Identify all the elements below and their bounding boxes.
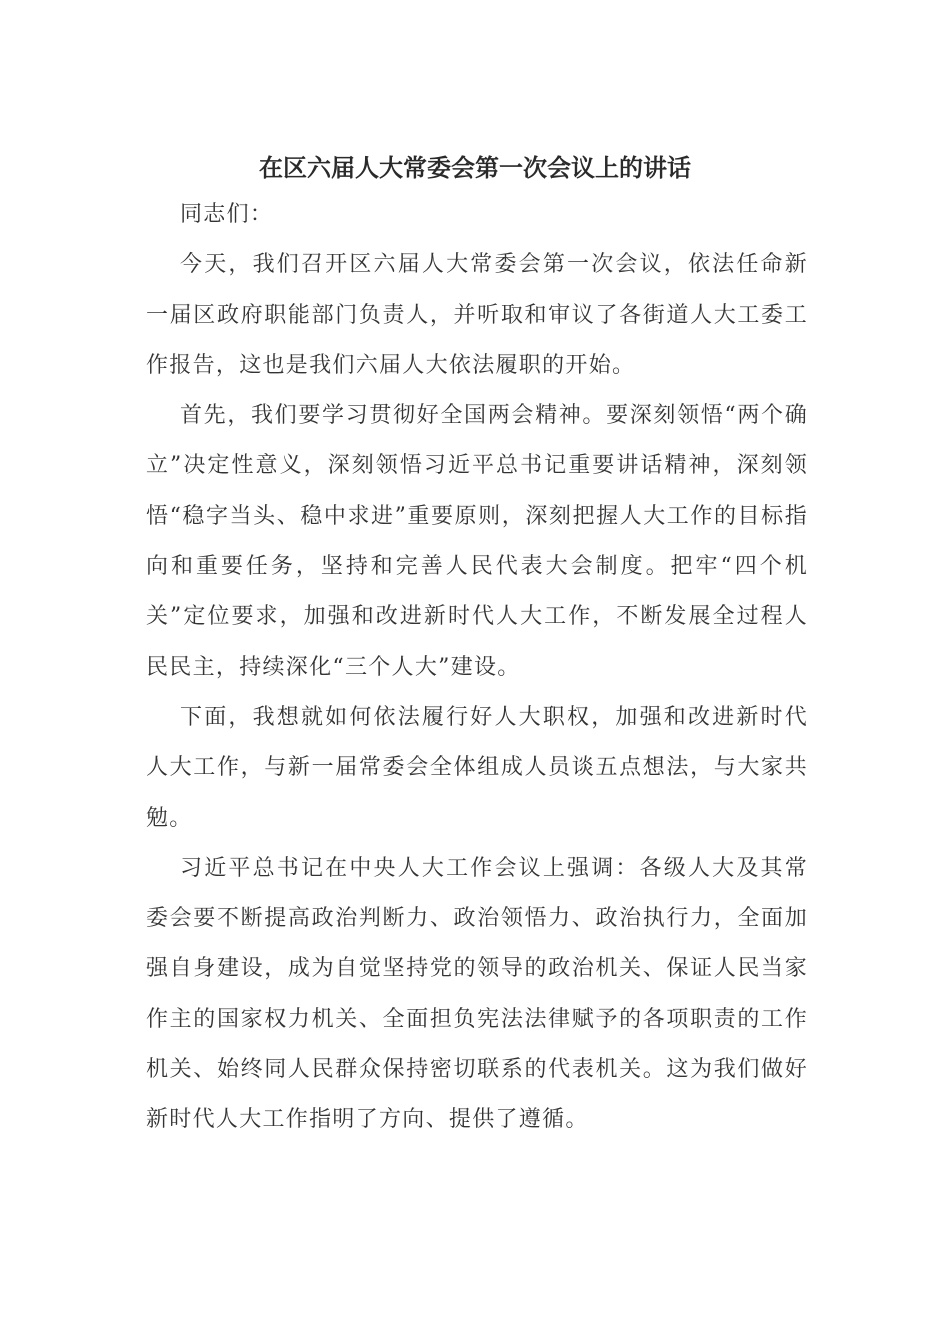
body-paragraph: 首先，我们要学习贯彻好全国两会精神。要深刻领悟“两个确立”决定性意义，深刻领悟习近平总书记重要讲话精神，深刻领悟“稳字当头、稳中求进”重要原则，深刻把握人大工作的目标指向和重要任务，坚持和完善人民代表大会制度。把牢“四个机关”定位要求，加强和改进新时代人大工作，不断发展全过程人民民主，持续深化“三个人大”建设。 bbox=[146, 403, 808, 680]
body-paragraph: 习近平总书记在中央人大工作会议上强调：各级人大及其常委会要不断提高政治判断力、政治领悟力、政治执行力，全面加强自身建设，成为自觉坚持党的领导的政治机关、保证人民当家作主的国家权力机关、全面担负宪法法律赋予的各项职责的工作机关、始终同人民群众保持密切联系的代表机关。这为我们做好新时代人大工作指明了方向、提供了遵循。 bbox=[146, 855, 808, 1133]
body-paragraph: 今天，我们召开区六届人大常委会第一次会议，依法任命新一届区政府职能部门负责人，并听取和审议了各街道人大工委工作报告，这也是我们六届人大依法履职的开始。 bbox=[146, 252, 808, 378]
document-title: 在区六届人大常委会第一次会议上的讲话 bbox=[259, 153, 691, 182]
body-paragraph: 下面，我想就如何依法履行好人大职权，加强和改进新时代人大工作，与新一届常委会全体组成人员谈五点想法，与大家共勉。 bbox=[146, 704, 808, 831]
salutation-paragraph: 同志们： bbox=[180, 202, 274, 227]
document-body bbox=[146, 190, 808, 1146]
